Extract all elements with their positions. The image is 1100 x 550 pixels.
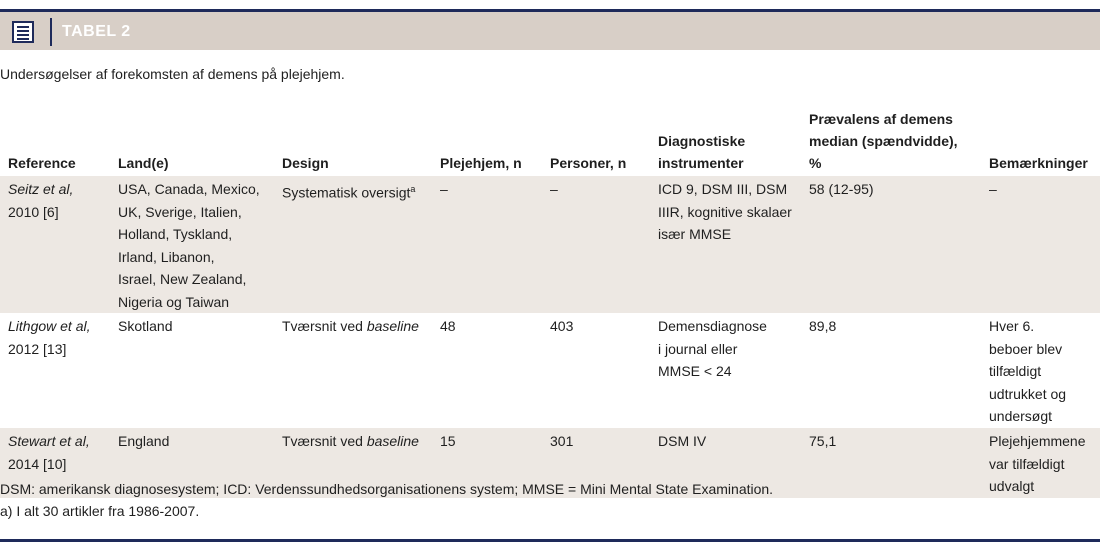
abbreviation-note: DSM: amerikansk diagnosesystem; ICD: Verdenssundhedsorganisationens system; MMSE = Mini Mental State Examination. [0, 481, 774, 497]
cell-bemaerkninger: – [981, 176, 1100, 313]
col-header-praevalens [801, 108, 981, 176]
cell-bemaerkninger [981, 428, 1100, 498]
table-row [0, 176, 1100, 313]
land-line: Irland, Libanon, [118, 248, 215, 265]
ref-authors: Lithgow et al, [8, 318, 91, 334]
col-header-land: Land(e) [118, 155, 169, 171]
document-icon [12, 21, 34, 43]
bem-line: Plejehjemmene [989, 433, 1086, 449]
footnote-a: a) I alt 30 artikler fra 1986-2007. [0, 503, 200, 519]
footnote-marker: a [410, 184, 416, 194]
diag-line: i journal eller [658, 340, 738, 357]
table-caption: Undersøgelser af forekomsten af demens på plejehjem. [0, 66, 345, 82]
col-header-diagnostiske [650, 108, 801, 176]
table-notes [0, 478, 773, 522]
table-title: TABEL 2 [62, 23, 131, 40]
cell-reference [0, 176, 110, 313]
cell-personer: – [542, 176, 650, 313]
col-header-bemaerkninger: Bemærkninger [989, 155, 1088, 171]
diag-line: IIIR, kognitive skalaer [658, 203, 792, 220]
ref-year: 2010 [6] [8, 203, 59, 220]
ref-authors: Stewart et al, [8, 433, 90, 449]
cell-design [274, 313, 432, 428]
design-text: Systematisk oversigt [282, 184, 411, 201]
land-line: Israel, New Zealand, [118, 271, 247, 287]
land-line: USA, Canada, Mexico, [118, 181, 260, 197]
col-header-prev-line2: median (spændvidde), % [809, 133, 958, 171]
header-separator [50, 18, 52, 46]
col-header-diag-line2: instrumenter [658, 155, 744, 171]
table-header-bar [0, 12, 1100, 50]
diag-line: MMSE < 24 [658, 363, 732, 379]
ref-authors: Seitz et al, [8, 181, 74, 197]
bottom-rule [0, 539, 1100, 542]
design-text: Tværsnit ved [282, 433, 367, 449]
cell-reference [0, 313, 110, 428]
table-row [0, 313, 1100, 428]
land-line: Holland, Tyskland, [118, 226, 233, 242]
cell-praevalens: 75,1 [801, 428, 981, 498]
col-header-reference: Reference [8, 155, 76, 171]
cell-plejehjem: 48 [440, 318, 456, 334]
design-italic: baseline [366, 433, 419, 449]
cell-plejehjem: – [432, 176, 542, 313]
ref-year: 2012 [13] [8, 340, 67, 357]
design-text: Tværsnit ved [282, 318, 367, 334]
cell-land: England [110, 428, 274, 498]
cell-praevalens: 58 (12-95) [801, 176, 981, 313]
cell-diagnostiske: DSM IV [650, 428, 801, 498]
col-header-design: Design [282, 155, 329, 171]
ref-year: 2014 [10] [8, 455, 67, 472]
bem-line: var tilfældigt [989, 455, 1065, 472]
col-header-personer: Personer, n [550, 155, 627, 171]
land-line: Nigeria og Taiwan [118, 293, 230, 310]
land-line: UK, Sverige, Italien, [118, 203, 242, 220]
bem-line: Hver 6. [989, 318, 1035, 334]
cell-personer: 301 [542, 428, 650, 498]
diag-line: ICD 9, DSM III, DSM [658, 181, 788, 197]
col-header-plejehjem: Plejehjem, n [440, 155, 522, 171]
cell-plejehjem: 15 [432, 428, 542, 498]
col-header-prev-line1: Prævalens af demens [809, 111, 953, 127]
prevalence-table [0, 108, 1100, 498]
cell-design [274, 176, 432, 313]
cell-land [110, 176, 274, 313]
cell-bemaerkninger [981, 313, 1100, 428]
cell-diagnostiske [650, 313, 801, 428]
header-row [0, 108, 1100, 176]
bem-line: tilfældigt [989, 363, 1042, 379]
col-header-diag-line1: Diagnostiske [658, 133, 746, 149]
bem-line: undersøgt [989, 408, 1053, 424]
bem-line: udvalgt [989, 478, 1035, 494]
diag-line: Demensdiagnose [658, 318, 767, 334]
cell-personer: 403 [550, 318, 574, 334]
bem-line: udtrukket og [989, 385, 1067, 402]
cell-diagnostiske [650, 176, 801, 313]
cell-praevalens: 89,8 [809, 318, 837, 334]
cell-land: Skotland [118, 318, 173, 334]
diag-line: især MMSE [658, 226, 732, 242]
design-italic: baseline [366, 318, 419, 334]
bem-line: beboer blev [989, 340, 1063, 357]
